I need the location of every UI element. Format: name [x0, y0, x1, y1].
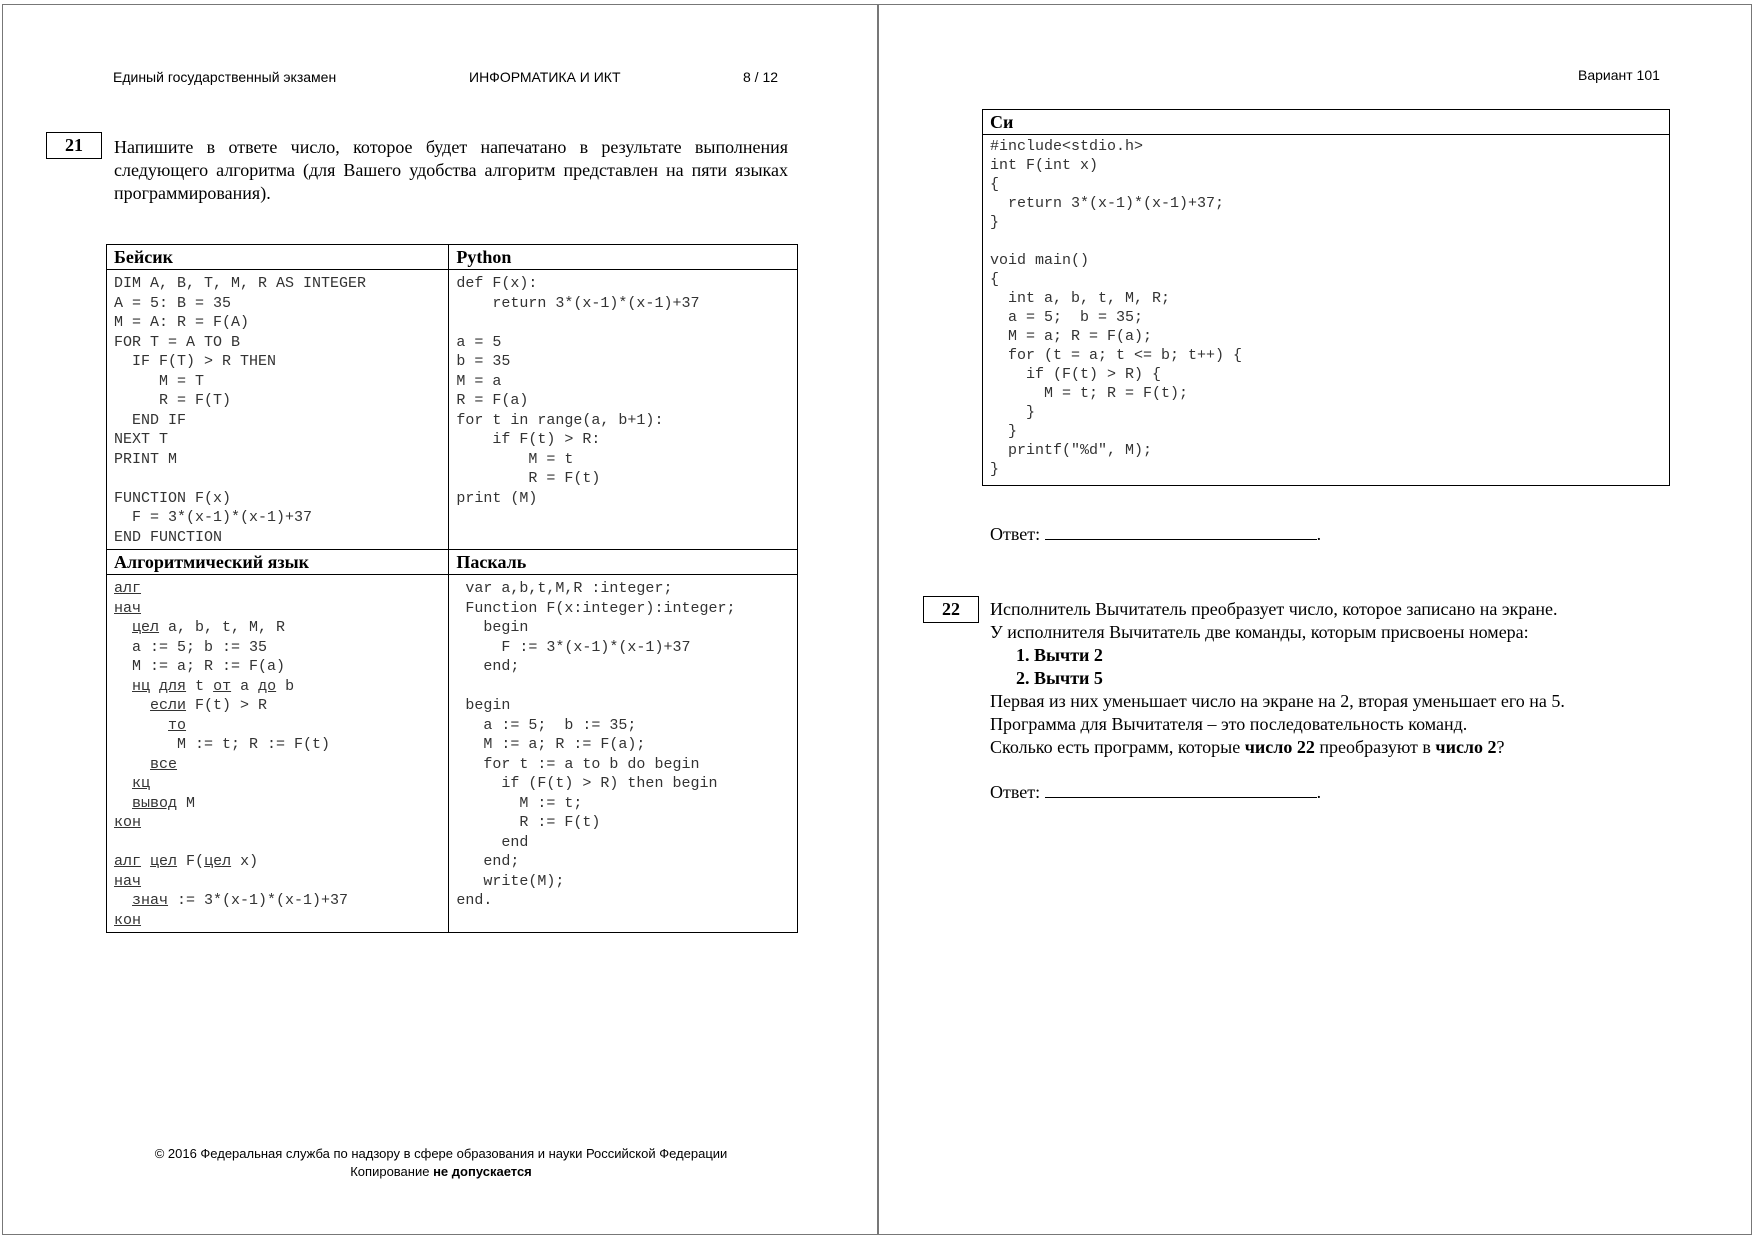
answer-21: Ответ: .	[990, 524, 1322, 544]
pascal-title: Паскаль	[449, 550, 798, 575]
python-title: Python	[449, 245, 798, 270]
task-21-text: Напишите в ответе число, которое будет напечатано в результате выполнения следующего алгоритма (для Вашего удобства алгоритм представлен на пяти языках программирования).	[114, 137, 788, 203]
basic-title: Бейсик	[107, 245, 449, 270]
task-22-text	[990, 598, 1690, 759]
command-1: 1. Вычти 2	[1016, 645, 1103, 665]
alg-code: алг нач цел a, b, t, M, R a := 5; b := 35 M := a; R := F(a) нц для t от a до b если F(t) > R то M := t; R := F(t) все кц вывод M кон алг цел F(цел x) нач знач := 3*(x-1)*(x-1)+37 кон	[114, 580, 349, 929]
left-page	[2, 4, 878, 1235]
task-22-question: Сколько есть программ, которые число 22 преобразуют в число 2?	[990, 737, 1505, 757]
footer-copyright: © 2016 Федеральная служба по надзору в сфере образования и науки Российской Федерации	[154, 1146, 728, 1161]
basic-code: DIM A, B, T, M, R AS INTEGER A = 5: B = 35 M = A: R = F(A) FOR T = A TO B IF F(T) > R THEN M = T R = F(T) END IF NEXT T PRINT M FUNCTION F(x) F = 3*(x-1)*(x-1)+37 END FUNCTION	[114, 275, 367, 546]
c-code-table	[982, 109, 1670, 486]
answer-22: Ответ: .	[990, 782, 1322, 802]
c-title: Си	[983, 110, 1670, 135]
task-number-22: 22	[923, 596, 979, 623]
code-table	[106, 244, 798, 933]
c-code: #include<stdio.h> int F(int x) { return 3*(x-1)*(x-1)+37; } void main() { int a, b, t, M, R; a = 5; b = 35; M = a; R = F(a); for (t = a; t <= b; t++) { if (F(t) > R) { M = t; R = F(t); } } printf("%d", M); }	[990, 138, 1243, 478]
footer-copy-notice: Копирование не допускается	[350, 1164, 532, 1179]
pascal-code: var a,b,t,M,R :integer; Function F(x:integer):integer; begin F := 3*(x-1)*(x-1)+37 end; begin a := 5; b := 35; M := a; R := F(a); for t := a to b do begin if (F(t) > R) then begin M := t; R := F(t) end end; write(M); end.	[456, 580, 736, 909]
subject-title: ИНФОРМАТИКА И ИКТ	[469, 69, 621, 85]
answer-21-label: Ответ:	[990, 524, 1041, 544]
task-22-line-1: Исполнитель Вычитатель преобразует число, которое записано на экране.	[990, 599, 1558, 619]
alg-title: Алгоритмический язык	[107, 550, 449, 575]
exam-title: Единый государственный экзамен	[113, 69, 337, 85]
page-number: 8 / 12	[743, 69, 779, 85]
footer	[3, 1145, 879, 1181]
task-22-line-4: Программа для Вычитателя – это последовательность команд.	[990, 714, 1468, 734]
answer-22-field[interactable]	[1045, 783, 1317, 798]
command-2: 2. Вычти 5	[1016, 668, 1103, 688]
variant-label: Вариант 101	[1578, 67, 1660, 83]
python-code: def F(x): return 3*(x-1)*(x-1)+37 a = 5 b = 35 M = a R = F(a) for t in range(a, b+1): if F(t) > R: M = t R = F(t) print (M)	[456, 275, 700, 507]
answer-21-field[interactable]	[1045, 525, 1317, 540]
task-22-line-2: У исполнителя Вычитатель две команды, которым присвоены номера:	[990, 622, 1529, 642]
right-page	[878, 4, 1752, 1235]
answer-22-label: Ответ:	[990, 782, 1041, 802]
task-number-21: 21	[46, 132, 102, 159]
task-22-line-3: Первая из них уменьшает число на экране на 2, вторая уменьшает его на 5.	[990, 691, 1565, 711]
